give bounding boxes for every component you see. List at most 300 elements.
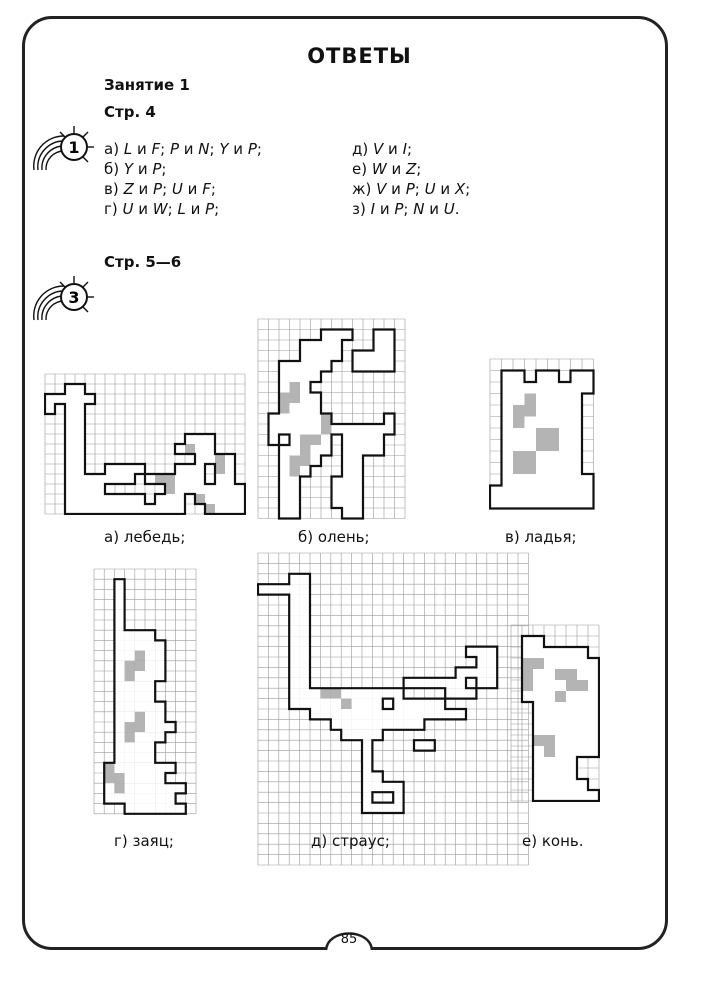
figure-cell — [544, 702, 555, 713]
figure-letter: P — [205, 200, 215, 218]
figure-cell — [571, 382, 583, 394]
figure-cell — [566, 691, 577, 702]
figure-cell — [548, 394, 560, 406]
figure-letter: U — [443, 200, 455, 218]
shaded-cell — [525, 451, 537, 463]
figure-cell — [145, 722, 155, 732]
figure-letter: W — [152, 200, 168, 218]
figure-cell — [321, 340, 332, 351]
figure-cell — [372, 699, 382, 709]
figure-cell — [145, 793, 155, 803]
shaded-cell — [125, 722, 135, 732]
figure-cell — [269, 435, 280, 446]
page-number-tab — [324, 920, 374, 960]
figure-cell — [544, 779, 555, 790]
figure-cell — [525, 417, 537, 429]
caption-horse: е) конь. — [522, 832, 584, 850]
figure-cell — [502, 417, 514, 429]
figure-letter: L — [123, 140, 133, 158]
figure-cell — [300, 657, 310, 667]
figure-cell — [533, 702, 544, 713]
figure-cell — [175, 464, 185, 474]
figure-cell — [342, 466, 353, 477]
figure-cell — [414, 699, 424, 709]
figure-cell — [332, 351, 343, 362]
figure-cell — [195, 484, 205, 494]
figure-cell — [536, 417, 548, 429]
figure-cell — [300, 372, 311, 383]
figure-cell — [145, 763, 155, 773]
figure-cell — [65, 444, 75, 454]
figure-cell — [105, 494, 115, 504]
shaded-cell — [321, 414, 332, 425]
figure-cell — [145, 671, 155, 681]
figure-cell — [279, 414, 290, 425]
answer-text: ; — [167, 200, 178, 218]
figure-cell — [490, 486, 502, 498]
figure-cell — [533, 647, 544, 658]
figure-cell — [300, 574, 310, 584]
figure-cell — [566, 746, 577, 757]
figure-cell — [456, 709, 466, 719]
figure-cell — [75, 494, 85, 504]
figure-cell — [393, 699, 403, 709]
figure-cell — [300, 361, 311, 372]
figure-cell — [502, 463, 514, 475]
figure-cell — [582, 371, 594, 383]
shaded-cell — [566, 680, 577, 691]
figure-cell — [135, 804, 145, 814]
figure-cell — [445, 688, 455, 698]
figure-cell — [362, 771, 372, 781]
figure-cell — [65, 414, 75, 424]
figure-cell — [404, 699, 414, 709]
figure-letter: V — [373, 140, 384, 158]
figure-cell — [577, 724, 588, 735]
figure-cell — [300, 636, 310, 646]
figure-cell — [588, 691, 599, 702]
figure-cell — [577, 647, 588, 658]
figure-cell — [65, 504, 75, 514]
figure-cell — [311, 424, 322, 435]
figure-hare — [93, 568, 197, 815]
shaded-cell — [125, 671, 135, 681]
left-answer-line — [104, 199, 262, 219]
shaded-cell — [321, 424, 332, 435]
figure-cell — [205, 444, 215, 454]
figure-cell — [155, 783, 165, 793]
figure-cell — [332, 487, 343, 498]
figure-cell — [536, 486, 548, 498]
figure-cell — [300, 424, 311, 435]
figure-cell — [65, 404, 75, 414]
figure-cell — [555, 724, 566, 735]
figure-letter: U — [424, 180, 436, 198]
figure-cell — [456, 667, 466, 677]
figure-cell — [513, 474, 525, 486]
figure-cell — [525, 428, 537, 440]
figure-cell — [300, 595, 310, 605]
shaded-cell — [544, 746, 555, 757]
figure-letter: P — [405, 180, 415, 198]
page-number: 85 — [340, 932, 358, 947]
answer-text: ; — [210, 180, 216, 198]
figure-cell — [342, 456, 353, 467]
figure-cell — [342, 477, 353, 488]
answer-text: и — [424, 200, 444, 218]
figure-cell — [525, 440, 537, 452]
sun-icon — [34, 276, 94, 320]
figure-cell — [435, 699, 445, 709]
figure-cell — [548, 451, 560, 463]
shaded-cell — [135, 661, 145, 671]
shaded-cell — [341, 699, 351, 709]
figure-cell — [176, 783, 186, 793]
figure-cell — [165, 783, 175, 793]
figure-cell — [165, 763, 175, 773]
figure-cell — [566, 724, 577, 735]
shaded-cell — [114, 783, 124, 793]
figure-cell — [321, 435, 332, 446]
figure-cell — [533, 746, 544, 757]
figure-cell — [75, 394, 85, 404]
figure-cell — [362, 803, 372, 813]
figure-cell — [300, 699, 310, 709]
figure-cell — [75, 424, 85, 434]
figure-cell — [374, 424, 385, 435]
figure-cell — [476, 667, 486, 677]
sun-icon — [34, 126, 94, 170]
figure-cell — [135, 464, 145, 474]
figure-cell — [155, 702, 165, 712]
figure-cell — [533, 757, 544, 768]
figure-cell — [363, 351, 374, 362]
figure-cell — [548, 463, 560, 475]
figure-cell — [145, 702, 155, 712]
figure-cell — [588, 658, 599, 669]
figure-cell — [548, 371, 560, 383]
left-answer-line — [104, 179, 262, 199]
figure-cell — [522, 636, 533, 647]
figure-cell — [548, 486, 560, 498]
figure-cell — [577, 779, 588, 790]
figure-cell — [135, 504, 145, 514]
figure-cell — [502, 497, 514, 509]
caption-deer: б) олень; — [298, 528, 370, 546]
figure-cell — [85, 484, 95, 494]
figure-cell — [65, 434, 75, 444]
figure-cell — [176, 804, 186, 814]
figure-cell — [571, 428, 583, 440]
figure-cell — [476, 647, 486, 657]
figure-cell — [362, 730, 372, 740]
figure-cell — [290, 424, 301, 435]
figure-letter: I — [370, 200, 376, 218]
shaded-cell — [331, 688, 341, 698]
figure-cell — [311, 361, 322, 372]
figure-cell — [536, 371, 548, 383]
figure-cell — [321, 330, 332, 341]
figure-cell — [75, 414, 85, 424]
figure-letter: Z — [123, 180, 134, 198]
figure-cell — [75, 484, 85, 494]
figure-cell — [165, 504, 175, 514]
figure-cell — [566, 658, 577, 669]
shaded-cell — [533, 658, 544, 669]
figure-cell — [559, 417, 571, 429]
figure-cell — [145, 504, 155, 514]
figure-cell — [555, 790, 566, 801]
figure-cell — [279, 498, 290, 509]
figure-cell — [559, 405, 571, 417]
figure-cell — [125, 783, 135, 793]
figure-letter: F — [202, 180, 211, 198]
figure-cell — [215, 474, 225, 484]
figure-cell — [362, 751, 372, 761]
figure-cell — [125, 640, 135, 650]
figure-cell — [114, 681, 124, 691]
figure-cell — [114, 651, 124, 661]
figure-cell — [571, 440, 583, 452]
figure-cell — [125, 630, 135, 640]
figure-cell — [588, 680, 599, 691]
figure-cell — [289, 699, 299, 709]
figure-cell — [289, 574, 299, 584]
answer-text: ; — [161, 160, 167, 178]
figure-cell — [383, 688, 393, 698]
figure-cell — [372, 719, 382, 729]
figure-cell — [311, 445, 322, 456]
figure-rook — [489, 358, 595, 510]
figure-deer — [257, 318, 406, 520]
shaded-cell — [555, 691, 566, 702]
figure-cell — [300, 414, 311, 425]
figure-cell — [185, 434, 195, 444]
figure-cell — [125, 804, 135, 814]
figure-cell — [571, 463, 583, 475]
figure-cell — [279, 456, 290, 467]
figure-cell — [555, 768, 566, 779]
figure-cell — [155, 793, 165, 803]
shaded-cell — [513, 417, 525, 429]
figure-cell — [362, 699, 372, 709]
figure-cell — [383, 782, 393, 792]
figure-cell — [145, 640, 155, 650]
figure-cell — [165, 793, 175, 803]
figure-cell — [145, 474, 155, 484]
figure-cell — [279, 372, 290, 383]
figure-cell — [341, 719, 351, 729]
figure-cell — [466, 647, 476, 657]
figure-cell — [114, 763, 124, 773]
shaded-cell — [279, 393, 290, 404]
figure-cell — [536, 451, 548, 463]
answer-text: и — [435, 180, 455, 198]
shaded-cell — [566, 669, 577, 680]
figure-letter: U — [171, 180, 183, 198]
answer-text: б) — [104, 160, 124, 178]
figure-cell — [145, 804, 155, 814]
figure-cell — [374, 435, 385, 446]
answer-text: ; — [416, 160, 422, 178]
figure-cell — [195, 434, 205, 444]
figure-cell — [165, 494, 175, 504]
figure-cell — [353, 466, 364, 477]
shaded-cell — [215, 464, 225, 474]
shaded-cell — [311, 435, 322, 446]
figure-cell — [300, 626, 310, 636]
figure-cell — [559, 486, 571, 498]
figure-cell — [533, 724, 544, 735]
figure-cell — [555, 647, 566, 658]
figure-cell — [114, 753, 124, 763]
figure-cell — [225, 504, 235, 514]
figure-cell — [65, 384, 75, 394]
figure-cell — [279, 466, 290, 477]
figure-cell — [424, 678, 434, 688]
figure-cell — [384, 351, 395, 362]
shaded-cell — [525, 463, 537, 475]
shaded-cell — [135, 712, 145, 722]
figure-cell — [135, 732, 145, 742]
figure-cell — [577, 691, 588, 702]
shaded-cell — [195, 494, 205, 504]
figure-cell — [185, 484, 195, 494]
figure-cell — [414, 678, 424, 688]
figure-cell — [555, 713, 566, 724]
shaded-cell — [525, 405, 537, 417]
figure-cell — [372, 782, 382, 792]
figure-cell — [114, 671, 124, 681]
figure-cell — [65, 454, 75, 464]
figure-cell — [155, 640, 165, 650]
figure-cell — [215, 494, 225, 504]
figure-cell — [205, 454, 215, 464]
figure-cell — [582, 382, 594, 394]
shaded-cell — [104, 773, 114, 783]
figure-cell — [279, 508, 290, 519]
figure-cell — [571, 417, 583, 429]
figure-cell — [571, 451, 583, 463]
page-ref-4: Стр. 4 — [104, 103, 156, 121]
caption-ostrich: д) страус; — [311, 832, 390, 850]
figure-cell — [85, 494, 95, 504]
figure-cell — [588, 724, 599, 735]
figure-cell — [533, 790, 544, 801]
figure-cell — [559, 382, 571, 394]
shaded-cell — [290, 382, 301, 393]
figure-cell — [362, 761, 372, 771]
figure-cell — [571, 486, 583, 498]
figure-cell — [536, 497, 548, 509]
figure-cell — [487, 678, 497, 688]
figure-cell — [555, 735, 566, 746]
figure-cell — [300, 393, 311, 404]
shaded-cell — [135, 722, 145, 732]
figure-cell — [155, 763, 165, 773]
figure-cell — [300, 688, 310, 698]
figure-cell — [342, 445, 353, 456]
figure-letter: L — [177, 200, 186, 218]
figure-cell — [205, 434, 215, 444]
figure-cell — [566, 702, 577, 713]
figure-cell — [65, 494, 75, 504]
figure-cell — [363, 361, 374, 372]
figure-cell — [289, 636, 299, 646]
answer-text: ; — [403, 200, 414, 218]
shaded-cell — [544, 735, 555, 746]
shaded-cell — [125, 732, 135, 742]
figure-cell — [155, 732, 165, 742]
figure-cell — [310, 709, 320, 719]
figure-cell — [393, 803, 403, 813]
figure-cell — [115, 504, 125, 514]
figure-cell — [414, 719, 424, 729]
figure-letter: P — [394, 200, 404, 218]
figure-cell — [393, 688, 403, 698]
shaded-cell — [279, 403, 290, 414]
figure-cell — [555, 680, 566, 691]
answer-text: ; — [407, 140, 413, 158]
figure-cell — [225, 464, 235, 474]
figure-cell — [384, 361, 395, 372]
figure-letter: Z — [406, 160, 417, 178]
shaded-cell — [165, 484, 175, 494]
figure-cell — [290, 498, 301, 509]
figure-cell — [566, 735, 577, 746]
figure-letter: P — [169, 140, 179, 158]
answer-text: и — [185, 200, 206, 218]
figure-cell — [588, 669, 599, 680]
figure-cell — [175, 504, 185, 514]
shaded-cell — [300, 445, 311, 456]
answer-text: ; — [209, 140, 220, 158]
answer-text: ж) — [352, 180, 377, 198]
figure-cell — [577, 669, 588, 680]
figure-cell — [195, 454, 205, 464]
figure-cell — [125, 691, 135, 701]
figure-cell — [65, 424, 75, 434]
figure-cell — [372, 709, 382, 719]
figure-cell — [525, 474, 537, 486]
figure-cell — [435, 709, 445, 719]
figure-cell — [331, 719, 341, 729]
shaded-cell — [513, 405, 525, 417]
figure-cell — [155, 722, 165, 732]
answer-text: ; — [465, 180, 471, 198]
figure-letter: V — [376, 180, 387, 198]
figure-cell — [114, 610, 124, 620]
figure-cell — [290, 477, 301, 488]
figure-cell — [476, 657, 486, 667]
figure-cell — [235, 484, 245, 494]
figure-cell — [342, 508, 353, 519]
figure-cell — [75, 454, 85, 464]
figure-cell — [195, 474, 205, 484]
figure-cell — [548, 497, 560, 509]
figure-cell — [225, 484, 235, 494]
figure-cell — [555, 779, 566, 790]
figure-cell — [548, 382, 560, 394]
figure-cell — [513, 382, 525, 394]
shaded-cell — [548, 440, 560, 452]
caption-swan: а) лебедь; — [104, 528, 186, 546]
figure-cell — [165, 722, 175, 732]
shaded-cell — [135, 651, 145, 661]
figure-cell — [289, 626, 299, 636]
shaded-cell — [290, 456, 301, 467]
figure-cell — [145, 732, 155, 742]
